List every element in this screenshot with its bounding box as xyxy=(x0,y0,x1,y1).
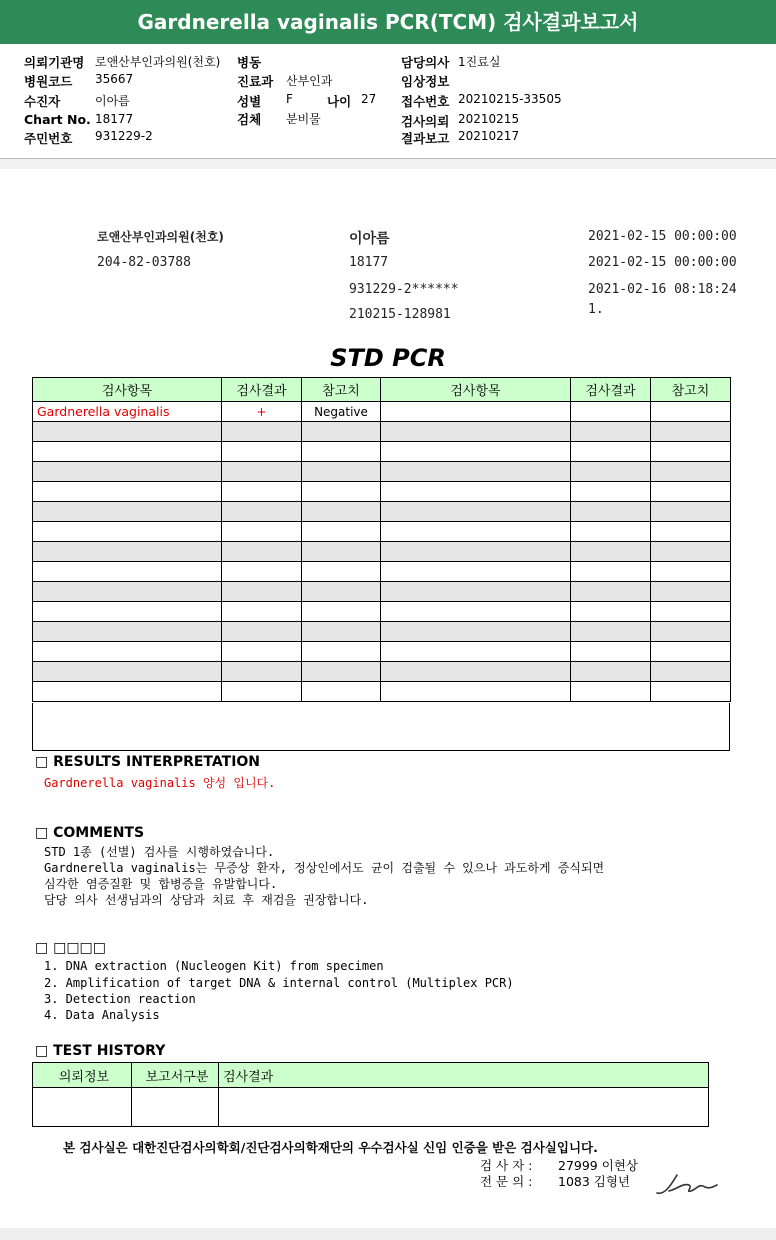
table-cell xyxy=(33,542,222,562)
report-header xyxy=(0,44,776,159)
table-cell: Negative xyxy=(302,402,381,422)
table-cell xyxy=(651,582,731,602)
history-cell xyxy=(132,1088,219,1127)
request-date-value: 20210215 xyxy=(458,112,520,126)
sex-value: F xyxy=(286,92,293,106)
table-cell xyxy=(571,402,651,422)
table-cell xyxy=(33,682,222,702)
table-cell: + xyxy=(222,402,302,422)
certification-statement: 본 검사실은 대한진단검사의학회/진단검사의학재단의 우수검사실 신임 인증을 받은 검사실입니다. xyxy=(63,1140,598,1155)
comment-line: 담당 의사 선생님과의 상담과 치료 후 재검을 권장합니다. xyxy=(44,893,369,907)
table-cell xyxy=(222,622,302,642)
table-cell xyxy=(302,682,381,702)
table-cell xyxy=(302,562,381,582)
table-cell xyxy=(381,662,571,682)
patient-chart: 18177 xyxy=(349,255,389,270)
col-result: 검사결과 xyxy=(222,378,302,402)
results-text: Gardnerella vaginalis 양성 입니다. xyxy=(44,776,276,790)
history-col-result: 검사결과 xyxy=(219,1063,709,1088)
page-bottom-bar xyxy=(0,1228,776,1240)
table-cell xyxy=(651,402,731,422)
table-cell xyxy=(571,562,651,582)
table-row xyxy=(33,422,731,442)
col-reference-2: 참고치 xyxy=(651,378,731,402)
table-cell xyxy=(381,562,571,582)
specimen-label: 검체 xyxy=(237,112,262,127)
table-cell xyxy=(222,502,302,522)
table-cell xyxy=(381,602,571,622)
doctor-label: 담당의사 xyxy=(401,55,450,70)
ward-label: 병동 xyxy=(237,55,262,70)
table-row xyxy=(33,682,731,702)
history-col-report-type: 보고서구분 xyxy=(132,1063,219,1088)
table-cell xyxy=(222,582,302,602)
table-cell xyxy=(651,462,731,482)
table-cell xyxy=(33,462,222,482)
table-cell xyxy=(302,642,381,662)
table-cell xyxy=(571,622,651,642)
department-value: 산부인과 xyxy=(286,74,333,88)
tester-value: 27999 이현상 xyxy=(558,1158,638,1173)
request-date-label: 검사의뢰 xyxy=(401,114,450,129)
comment-line: STD 1종 (선별) 검사를 시행하였습니다. xyxy=(44,845,275,859)
table-row xyxy=(33,542,731,562)
method-line: 1. DNA extraction (Nucleogen Kit) from specimen xyxy=(44,959,384,973)
institution-value: 로앤산부인과의원(천호) xyxy=(95,55,221,69)
table-cell xyxy=(33,422,222,442)
table-cell xyxy=(571,422,651,442)
signature-icon xyxy=(655,1165,720,1199)
method-line: 2. Amplification of target DNA & internal control (Multiplex PCR) xyxy=(44,976,514,990)
table-cell xyxy=(33,562,222,582)
chart-no-label: Chart No. xyxy=(24,112,91,127)
table-cell xyxy=(651,602,731,622)
table-row xyxy=(33,602,731,622)
table-cell xyxy=(651,622,731,642)
date-collected: 2021-02-15 00:00:00 xyxy=(588,229,737,244)
history-table xyxy=(32,1062,709,1127)
id-no-label: 주민번호 xyxy=(24,131,73,146)
institution-label: 의뢰기관명 xyxy=(24,55,85,70)
table-cell xyxy=(571,682,651,702)
table-cell xyxy=(571,502,651,522)
table-cell xyxy=(222,642,302,662)
col-test-item-2: 검사항목 xyxy=(381,378,571,402)
date-reported: 2021-02-16 08:18:24 xyxy=(588,282,737,297)
org-code: 204-82-03788 xyxy=(97,255,191,270)
method-line: 3. Detection reaction xyxy=(44,992,196,1006)
table-row xyxy=(33,622,731,642)
table-cell xyxy=(33,642,222,662)
table-row xyxy=(33,582,731,602)
table-cell xyxy=(33,662,222,682)
results-heading: □ RESULTS INTERPRETATION xyxy=(35,754,261,770)
table-cell xyxy=(222,482,302,502)
table-cell xyxy=(381,462,571,482)
col-test-item: 검사항목 xyxy=(33,378,222,402)
table-cell xyxy=(222,662,302,682)
table-cell xyxy=(381,622,571,642)
patient-label: 수진자 xyxy=(24,94,61,109)
sex-label: 성별 xyxy=(237,94,262,109)
table-row xyxy=(33,442,731,462)
table-cell xyxy=(33,502,222,522)
table-cell xyxy=(651,422,731,442)
report-title: Gardnerella vaginalis PCR(TCM) 검사결과보고서 xyxy=(0,0,776,44)
receipt-no-value: 20210215-33505 xyxy=(458,92,562,106)
hospital-code-value: 35667 xyxy=(95,72,134,86)
patient-id-masked: 931229-2****** xyxy=(349,282,459,297)
table-cell xyxy=(33,582,222,602)
col-reference: 참고치 xyxy=(302,378,381,402)
table-cell xyxy=(33,442,222,462)
table-cell xyxy=(33,622,222,642)
report-date-value: 20210217 xyxy=(458,129,520,143)
table-cell xyxy=(302,422,381,442)
comment-line: Gardnerella vaginalis는 무증상 환자, 정상인에서도 균이 검출될 수 있으나 과도하게 증식되면 xyxy=(44,861,605,875)
tester-label: 검 사 자 : xyxy=(480,1158,533,1173)
table-cell xyxy=(302,542,381,562)
chart-no-value: 18177 xyxy=(95,112,134,126)
patient-name: 이아름 xyxy=(349,231,390,247)
table-cell xyxy=(302,442,381,462)
table-cell xyxy=(651,642,731,662)
results-table-footer xyxy=(32,703,730,751)
patient-value: 이아름 xyxy=(95,94,130,108)
table-cell xyxy=(571,482,651,502)
table-cell xyxy=(381,422,571,442)
table-cell xyxy=(651,522,731,542)
table-cell xyxy=(302,662,381,682)
table-cell xyxy=(222,462,302,482)
method-line: 4. Data Analysis xyxy=(44,1008,160,1022)
results-table xyxy=(32,377,731,702)
table-cell xyxy=(571,662,651,682)
age-value: 27 xyxy=(361,92,377,106)
report-date-label: 결과보고 xyxy=(401,131,450,146)
table-cell xyxy=(302,582,381,602)
age-label: 나이 xyxy=(327,94,352,109)
table-cell xyxy=(381,502,571,522)
table-cell xyxy=(651,662,731,682)
table-cell xyxy=(381,442,571,462)
table-cell xyxy=(571,462,651,482)
table-cell xyxy=(651,562,731,582)
history-heading: □ TEST HISTORY xyxy=(35,1043,166,1059)
table-cell xyxy=(571,602,651,622)
table-cell xyxy=(651,502,731,522)
table-row xyxy=(33,502,731,522)
date-received: 2021-02-15 00:00:00 xyxy=(588,255,737,270)
table-cell xyxy=(381,582,571,602)
table-cell xyxy=(381,482,571,502)
table-cell xyxy=(651,682,731,702)
specimen-value: 분비물 xyxy=(286,112,321,126)
results-table-header xyxy=(33,378,731,402)
table-cell xyxy=(302,462,381,482)
table-row xyxy=(33,462,731,482)
table-cell xyxy=(222,602,302,622)
table-cell xyxy=(222,542,302,562)
history-cell xyxy=(219,1088,709,1127)
table-row xyxy=(33,562,731,582)
table-cell xyxy=(381,522,571,542)
receipt-no-label: 접수번호 xyxy=(401,94,450,109)
table-cell xyxy=(222,522,302,542)
history-col-request: 의뢰정보 xyxy=(33,1063,132,1088)
hospital-code-label: 병원코드 xyxy=(24,74,73,89)
specialist-label: 전 문 의 : xyxy=(480,1174,533,1189)
table-cell xyxy=(302,622,381,642)
table-cell xyxy=(222,442,302,462)
table-cell xyxy=(222,562,302,582)
table-cell xyxy=(33,522,222,542)
table-cell xyxy=(571,442,651,462)
table-cell xyxy=(302,602,381,622)
table-cell xyxy=(381,542,571,562)
table-row xyxy=(33,402,731,422)
table-row xyxy=(33,482,731,502)
specialist-value: 1083 김형년 xyxy=(558,1174,631,1189)
table-cell xyxy=(381,402,571,422)
table-cell xyxy=(302,502,381,522)
comments-heading: □ COMMENTS xyxy=(35,825,145,841)
table-cell xyxy=(222,422,302,442)
col-result-2: 검사결과 xyxy=(571,378,651,402)
department-label: 진료과 xyxy=(237,74,274,89)
table-cell xyxy=(33,482,222,502)
org-name: 로앤산부인과의원(천호) xyxy=(97,230,224,244)
table-row xyxy=(33,642,731,662)
table-cell xyxy=(302,522,381,542)
comment-line: 심각한 염증질환 및 합병증을 유발합니다. xyxy=(44,877,278,891)
patient-receipt: 210215-128981 xyxy=(349,307,451,322)
table-cell xyxy=(571,642,651,662)
table-cell xyxy=(651,542,731,562)
id-no-value: 931229-2 xyxy=(95,129,153,143)
table-cell: Gardnerella vaginalis xyxy=(33,402,222,422)
clinical-info-label: 임상정보 xyxy=(401,74,450,89)
page-number: 1. xyxy=(588,302,604,317)
table-cell xyxy=(302,482,381,502)
method-heading: □ □□□□ xyxy=(35,940,107,956)
table-cell xyxy=(571,582,651,602)
history-header xyxy=(33,1063,709,1088)
table-cell xyxy=(33,602,222,622)
table-cell xyxy=(381,642,571,662)
table-cell xyxy=(222,682,302,702)
table-row xyxy=(33,662,731,682)
doctor-value: 1진료실 xyxy=(458,55,501,69)
table-cell xyxy=(381,682,571,702)
table-cell xyxy=(651,442,731,462)
table-cell xyxy=(571,522,651,542)
section-title: STD PCR xyxy=(330,344,446,372)
table-row xyxy=(33,522,731,542)
history-cell xyxy=(33,1088,132,1127)
header-divider xyxy=(0,159,776,169)
table-cell xyxy=(651,482,731,502)
table-cell xyxy=(571,542,651,562)
history-row xyxy=(33,1088,709,1127)
